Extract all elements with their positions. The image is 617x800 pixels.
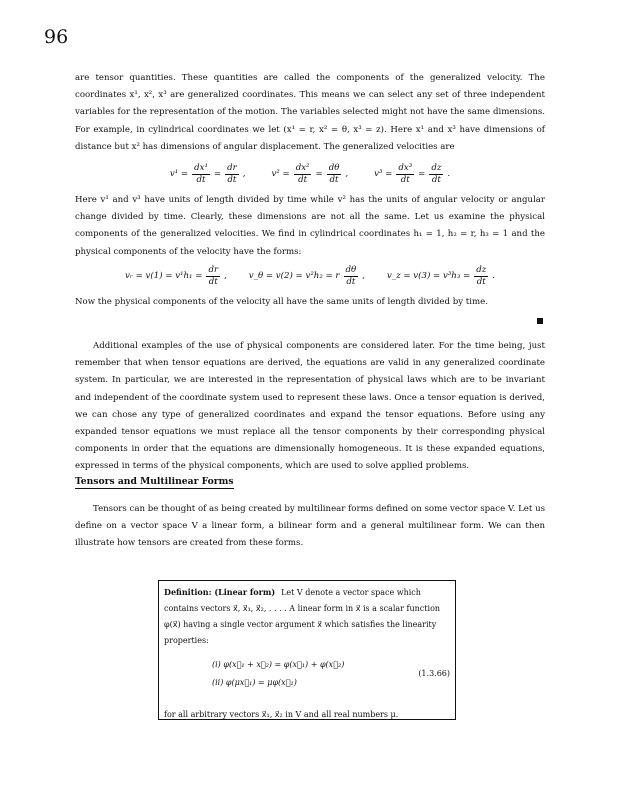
paragraph-multilinear-intro: Tensors can be thought of as being created by multilinear forms defined on some vector space V. Let us define on a vector space V a linear form, a bilinear form and a general multilinear form. We can then illustrate how tensors are created from these forms. — [75, 504, 546, 549]
v2-equals: = — [315, 169, 323, 179]
v2-fraction-2 — [327, 163, 342, 186]
equation-physical-velocities — [75, 259, 545, 293]
v1-equals: = — [213, 169, 222, 179]
vz-tail: . — [492, 271, 495, 281]
v3-fraction-2 — [429, 163, 443, 186]
vr-lhs: vᵣ = v(1) = v¹h₁ = — [125, 271, 203, 281]
v1-fraction-2 — [225, 163, 239, 186]
v2-frac1-den: dt — [298, 174, 308, 185]
linearity-property-ii: (ii) φ(μx⃗₁) = μφ(x⃗₁) — [212, 678, 297, 687]
v1-frac2-den: dt — [227, 174, 237, 185]
equation-vz — [387, 265, 495, 288]
v1-tail: , — [242, 169, 246, 179]
section-heading: Tensors and Multilinear Forms — [75, 476, 234, 487]
equation-v3 — [374, 163, 450, 186]
v3-frac2-den: dt — [431, 174, 441, 185]
v3-equals: = — [418, 169, 426, 179]
vtheta-den: dt — [346, 276, 356, 287]
vtheta-tail: , — [362, 271, 365, 281]
vz-num: dz — [476, 264, 487, 275]
definition-title: Definition: (Linear form) — [164, 587, 276, 597]
end-of-example-square — [537, 318, 543, 324]
v2-frac2-den: dt — [329, 174, 339, 185]
equation-vr — [125, 265, 227, 288]
vtheta-num: dθ — [345, 264, 357, 275]
page-number: 96 — [44, 26, 69, 48]
v2-fraction-1 — [294, 163, 312, 186]
v1-fraction-1 — [192, 163, 210, 186]
definition-box — [158, 580, 456, 720]
vtheta-lhs: v_θ = v(2) = v²h₂ = r — [248, 271, 340, 281]
v1-lhs: v¹ = — [169, 169, 189, 179]
definition-closing: for all arbitrary vectors x⃗₁, x⃗₂ in V and all real numbers μ. — [164, 710, 399, 719]
definition-intro: Let V denote a vector space which contains vectors x⃗, x⃗₁, x⃗₂, . . . . A linear form in x⃗ is a scalar function φ(x⃗) having a single vector argument x⃗ which satisfies the linearity properties: — [164, 588, 441, 645]
v3-frac1-num: dx³ — [398, 162, 413, 173]
equation-generalized-velocities — [75, 157, 545, 191]
paragraph-generalized-velocity: are tensor quantities. These quantities are called the components of the generalized velocity. The coordinates x¹, x², x³ are generalized coordinates. This means we can select any set of three independent variables for the representation of the motion. The variables selected might not have the same dimensions. For example, in cylindrical coordinates we let (x¹ = r, x² = θ, x³ = z). Here x¹ and x³ have dimensions of distance but x² has dimensions of angular displacement. The generalized velocities are — [75, 73, 545, 152]
vtheta-fraction — [344, 265, 359, 288]
v2-frac1-num: dx² — [295, 162, 310, 173]
v2-tail: , — [345, 169, 349, 179]
vz-fraction — [474, 265, 488, 288]
vr-tail: , — [224, 271, 227, 281]
v1-frac1-den: dt — [196, 174, 206, 185]
linearity-property-i: (i) φ(x⃗₁ + x⃗₂) = φ(x⃗₁) + φ(x⃗₂) — [212, 660, 345, 669]
vz-den: dt — [476, 276, 486, 287]
v1-frac2-num: dr — [227, 162, 237, 173]
v3-frac2-num: dz — [431, 162, 442, 173]
definition-text — [164, 584, 450, 649]
equation-number: (1.3.66) — [418, 669, 450, 678]
v3-lhs: v³ = — [374, 169, 393, 179]
vr-num: dr — [208, 264, 219, 275]
paragraph-additional-examples: Additional examples of the use of physical components are considered later. For the time being, just remember that when tensor equations are derived, the equations are valid in any generalized coordinate system. In particular, we are interested in the representation of physical laws which are to be invariant and independent of the coordinate system used to represent these laws. Once a tensor equation is derived, we can chose any type of generalized coordinates and expand the tensor equations. Before using any expanded tensor equations we must replace all the tensor components by their corresponding physical components in order that the equations are dimensionally homogeneous. It is these expanded equations, expressed in terms of the physical components, which are used to solve applied problems. — [75, 341, 545, 472]
v3-tail: . — [447, 169, 451, 179]
v3-frac1-den: dt — [400, 174, 410, 185]
equation-v1 — [170, 163, 246, 186]
equation-vtheta — [249, 265, 365, 288]
paragraph-same-units: Now the physical components of the velocity all have the same units of length divided by time. — [75, 297, 488, 307]
vr-den: dt — [208, 276, 218, 287]
vz-lhs: v_z = v(3) = v³h₃ = — [386, 271, 471, 281]
paragraph-physical-components: Here v¹ and v³ have units of length divided by time while v² has the units of angular velocity or angular change divided by time. Clearly, these dimensions are not all the same. Let us examine the physical components of the generalized velocities. We find in cylindrical coordinates h₁ = 1, h₂ = r, h₃ = 1 and the physical components of the velocity have the forms: — [75, 195, 545, 257]
equation-v2 — [271, 163, 348, 186]
definition-equations — [164, 655, 450, 695]
v1-frac1-num: dx¹ — [194, 162, 208, 173]
v2-frac2-num: dθ — [328, 162, 340, 173]
v3-fraction-1 — [396, 163, 414, 186]
v2-lhs: v² = — [271, 169, 290, 179]
vr-fraction — [206, 265, 220, 288]
